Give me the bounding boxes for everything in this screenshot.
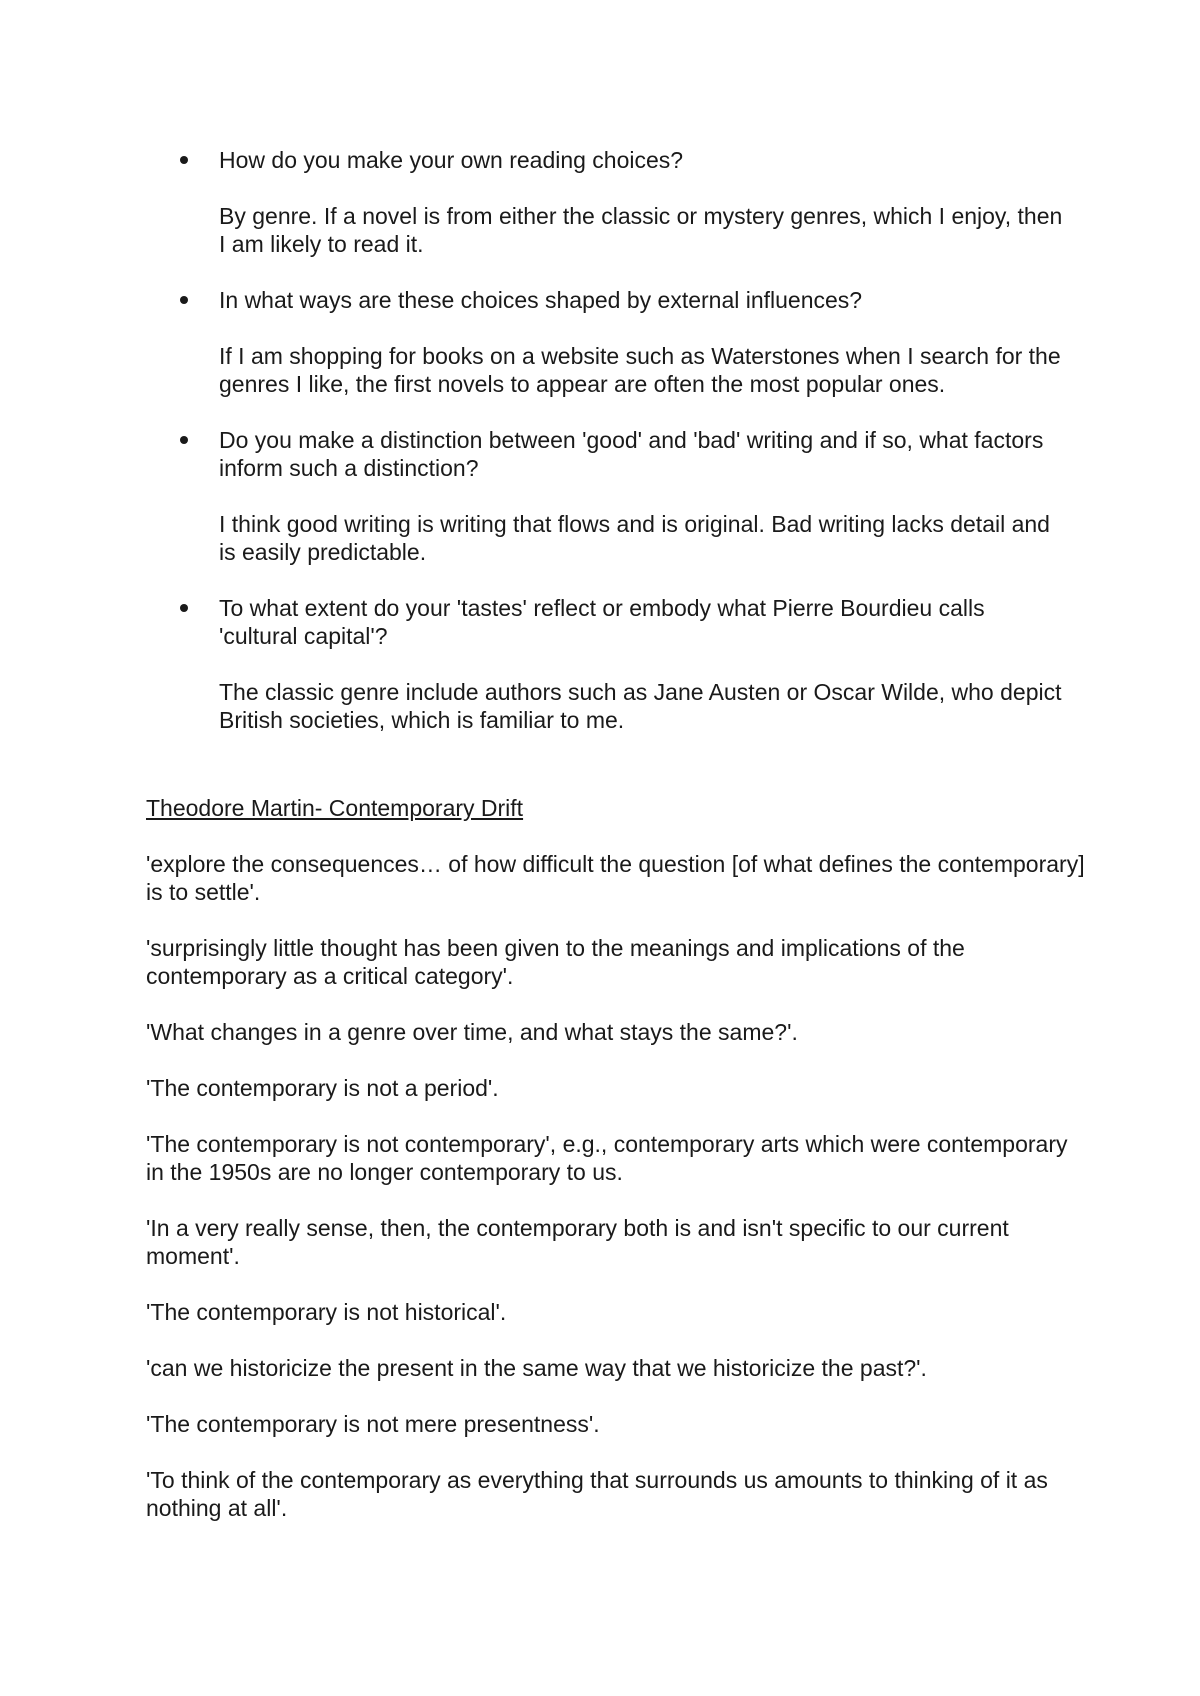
quote-paragraph: 'explore the consequences… of how difficult the question [of what defines the contemporary] is to settle'. [146, 851, 1085, 905]
question-text: Do you make a distinction between 'good' and 'bad' writing and if so, what factors inform such a distinction? [219, 427, 1044, 481]
question-text: In what ways are these choices shaped by external influences? [219, 287, 863, 313]
notes-section [146, 794, 1086, 1550]
question-text: How do you make your own reading choices? [219, 147, 684, 173]
quote-paragraph: 'The contemporary is not mere presentness'. [146, 1411, 600, 1437]
question-text: To what extent do your 'tastes' reflect or embody what Pierre Bourdieu calls 'cultural capital'? [219, 595, 985, 649]
answer-text: I think good writing is writing that flows and is original. Bad writing lacks detail and is easily predictable. [219, 511, 1050, 565]
answer-text: By genre. If a novel is from either the classic or mystery genres, which I enjoy, then I am likely to read it. [219, 203, 1063, 257]
list-item [146, 594, 1066, 734]
list-item [146, 286, 1066, 398]
quote-paragraph: 'The contemporary is not a period'. [146, 1075, 499, 1101]
bullet-icon [180, 296, 188, 304]
list-item [146, 426, 1066, 566]
quote-paragraph: 'The contemporary is not contemporary', e.g., contemporary arts which were contemporary in the 1950s are no longer contemporary to us. [146, 1131, 1068, 1185]
section-heading: Theodore Martin- Contemporary Drift [146, 795, 524, 821]
bullet-icon [180, 604, 188, 612]
bullet-icon [180, 436, 188, 444]
quote-paragraph: 'In a very really sense, then, the contemporary both is and isn't specific to our current moment'. [146, 1215, 1009, 1269]
answer-text: The classic genre include authors such as Jane Austen or Oscar Wilde, who depict British societies, which is familiar to me. [219, 679, 1062, 733]
quote-paragraph: 'To think of the contemporary as everything that surrounds us amounts to thinking of it as nothing at all'. [146, 1467, 1048, 1521]
quote-paragraph: 'can we historicize the present in the same way that we historicize the past?'. [146, 1355, 927, 1381]
quote-paragraph: 'The contemporary is not historical'. [146, 1299, 507, 1325]
quote-paragraph: 'What changes in a genre over time, and what stays the same?'. [146, 1019, 798, 1045]
list-item [146, 146, 1066, 258]
bullet-icon [180, 156, 188, 164]
quote-paragraph: 'surprisingly little thought has been given to the meanings and implications of the contemporary as a critical category'. [146, 935, 965, 989]
question-list [146, 146, 1066, 762]
answer-text: If I am shopping for books on a website such as Waterstones when I search for the genres I like, the first novels to appear are often the most popular ones. [219, 343, 1061, 397]
